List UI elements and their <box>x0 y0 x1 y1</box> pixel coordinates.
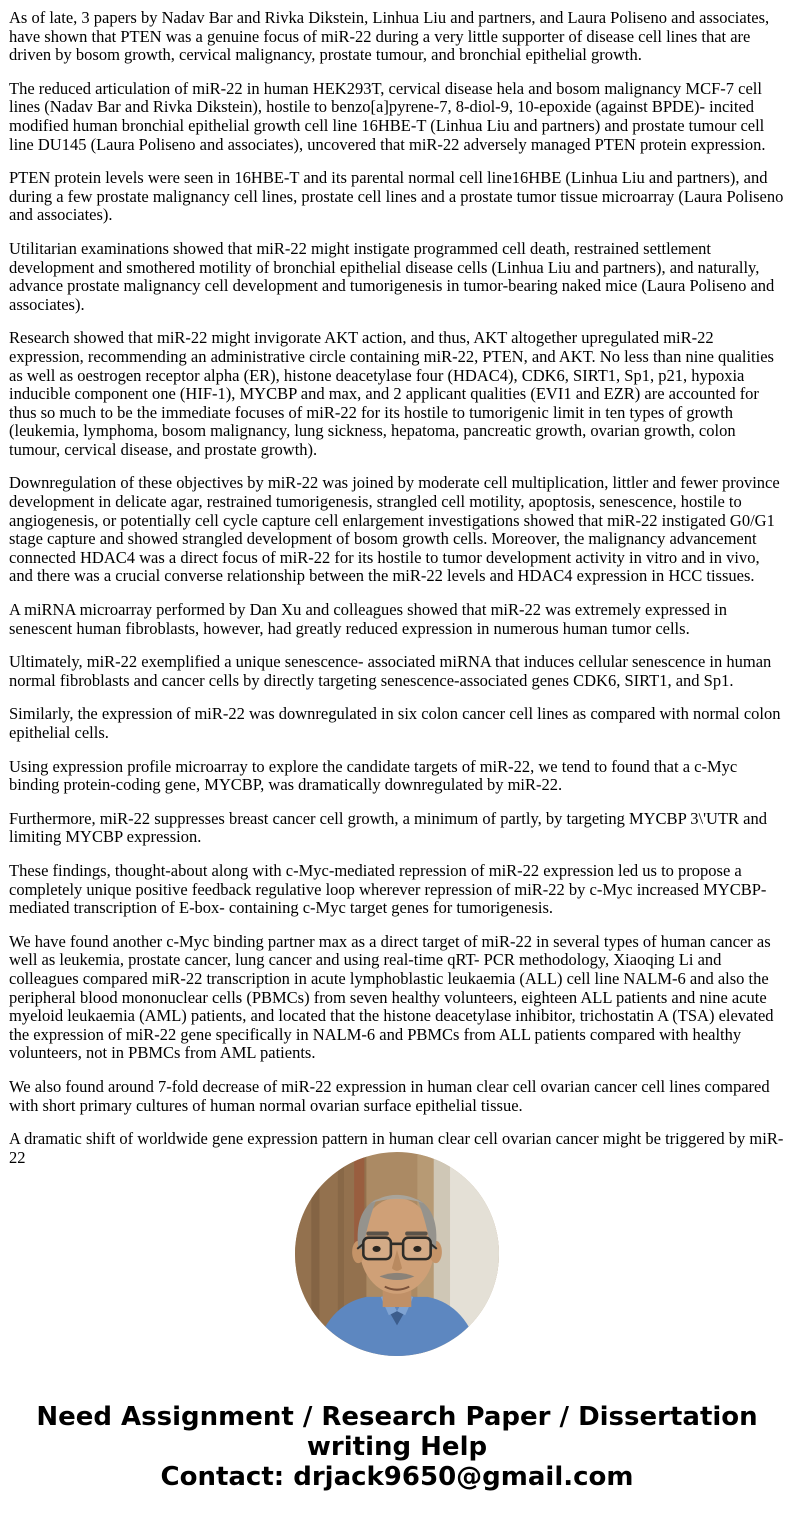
article-paragraph: Downregulation of these objectives by miR-22 was joined by moderate cell multiplication, littler and fewer province development in delicate agar, restrained tumorigenesis, strangled cell motility, apoptosis, senescence, hostile to angiogenesis, or potentially cell cycle capture cell enlargement investigations showed that miR-22 instigated G0/G1 stage capture and showed strangled development of bosom growth cells. Moreover, the malignancy advancement connected HDAC4 was a direct focus of miR-22 for its hostile to tumor development activity in vitro and in vivo, and there was a crucial converse relationship between the miR-22 levels and HDAC4 expression in HCC tissues. <box>9 473 780 586</box>
footer <box>0 1402 794 1492</box>
article-paragraph: As of late, 3 papers by Nadav Bar and Rivka Dikstein, Linhua Liu and partners, and Laura Poliseno and associates, have shown that PTEN was a genuine focus of miR-22 during a very little supporter of disease cell lines that are driven by bosom growth, cervical malignancy, prostate tumour, and bronchial epithelial growth. <box>9 8 770 65</box>
article-paragraph: We also found around 7-fold decrease of miR-22 expression in human clear cell ovarian cancer cell lines compared with short primary cultures of human normal ovarian surface epithelial tissue. <box>9 1076 770 1115</box>
help-heading: Need Assignment / Research Paper / Dissertation writing Help <box>36 1402 758 1462</box>
article-paragraph: The reduced articulation of miR-22 in human HEK293T, cervical disease hela and bosom malignancy MCF-7 cell lines (Nadav Bar and Rivka Dikstein), hostile to benzo[a]pyrene-7, 8-diol-9, 10-epoxide (against BPDE)- incited modified human bronchial epithelial growth cell line 16HBE-T (Linhua Liu and partners) and prostate tumour cell line DU145 (Laura Poliseno and associates), uncovered that miR-22 adversely managed PTEN protein expression. <box>9 78 766 154</box>
eye-right <box>413 1246 421 1252</box>
article-paragraph: Using expression profile microarray to explore the candidate targets of miR-22, we tend to found that a c-Myc binding protein-coding gene, MYCBP, was dramatically downregulated by miR-22. <box>9 756 738 795</box>
eyebrow-right <box>405 1232 427 1236</box>
eye-left <box>373 1246 381 1252</box>
article-paragraph: A dramatic shift of worldwide gene expression pattern in human clear cell ovarian cancer might be triggered by miR-22 <box>9 1129 784 1167</box>
author-photo <box>295 1152 499 1356</box>
article-paragraph: These findings, thought-about along with c-Myc-mediated repression of miR-22 expression led us to propose a completely unique positive feedback regulative loop wherever repression of miR-22 by c-Myc increased MYCBP-mediated transcription of E-box- containing c-Myc target genes for tumorigenesis. <box>9 860 767 918</box>
article-paragraph: Similarly, the expression of miR-22 was downregulated in six colon cancer cell lines as compared with normal colon epithelial cells. <box>9 704 781 742</box>
eyebrow-left <box>366 1232 388 1236</box>
contact-heading: Contact: drjack9650@gmail.com <box>160 1462 634 1492</box>
article-paragraph: Research showed that miR-22 might invigorate AKT action, and thus, AKT altogether upregulated miR-22 expression, recommending an administrative circle containing miR-22, PTEN, and AKT. No less than nine qualities as well as oestrogen receptor alpha (ER), histone deacetylase four (HDAC4), CDK6, SIRT1, Sp1, p21, hypoxia inducible component one (HIF-1), MYCBP and max, and 2 applicant qualities (EVI1 and EZR) are accounted for thus so much to be the immediate focuses of miR-22 for its hostile to tumorigenic limit in ten types of growth (leukemia, lymphoma, bosom malignancy, lung sickness, hepatoma, pancreatic growth, ovarian growth, colon tumour, cervical disease, and prostate growth). <box>9 328 774 459</box>
article-paragraph: Ultimately, miR-22 exemplified a unique senescence- associated miRNA that induces cellular senescence in human normal fibroblasts and cancer cells by directly targeting senescence-associated genes CDK6, SIRT1, and Sp1. <box>9 652 772 690</box>
author-photo-container <box>295 1152 499 1356</box>
article-paragraph: We have found another c-Myc binding partner max as a direct target of miR-22 in several types of human cancer as well as leukemia, prostate cancer, lung cancer and using real-time qRT- PCR methodology, Xiaoqing Li and colleagues compared miR-22 transcription in acute lymphoblastic leukaemia (ALL) cell line NALM-6 and also the peripheral blood mononuclear cells (PBMCs) from seven healthy volunteers, eighteen ALL patients and nine acute myeloid leukaemia (AML) patients, and located that the histone deacetylase inhibitor, trichostatin A (TSA) elevated the expression of miR-22 gene specifically in NALM-6 and PBMCs from ALL patients compared with healthy volunteers, not in PBMCs from AML patients. <box>9 931 774 1063</box>
article-paragraph: A miRNA microarray performed by Dan Xu and colleagues showed that miR-22 was extremely expressed in senescent human fibroblasts, however, had greatly reduced expression in numerous human tumor cells. <box>9 600 728 638</box>
article-paragraph: PTEN protein levels were seen in 16HBE-T and its parental normal cell line16HBE (Linhua Liu and partners), and during a few prostate malignancy cell lines, prostate cell lines and a prostate tumor tissue microarray (Laura Poliseno and associates). <box>9 168 784 225</box>
article-paragraph: Furthermore, miR-22 suppresses breast cancer cell growth, a minimum of partly, by targeting MYCBP 3\'UTR and limiting MYCBP expression. <box>9 808 768 847</box>
article-paragraph: Utilitarian examinations showed that miR-22 might instigate programmed cell death, restrained settlement development and smothered motility of bronchial epithelial disease cells (Linhua Liu and partners), and naturally, advance prostate malignancy cell development and tumorigenesis in tumor-bearing naked mice (Laura Poliseno and associates). <box>9 238 775 314</box>
